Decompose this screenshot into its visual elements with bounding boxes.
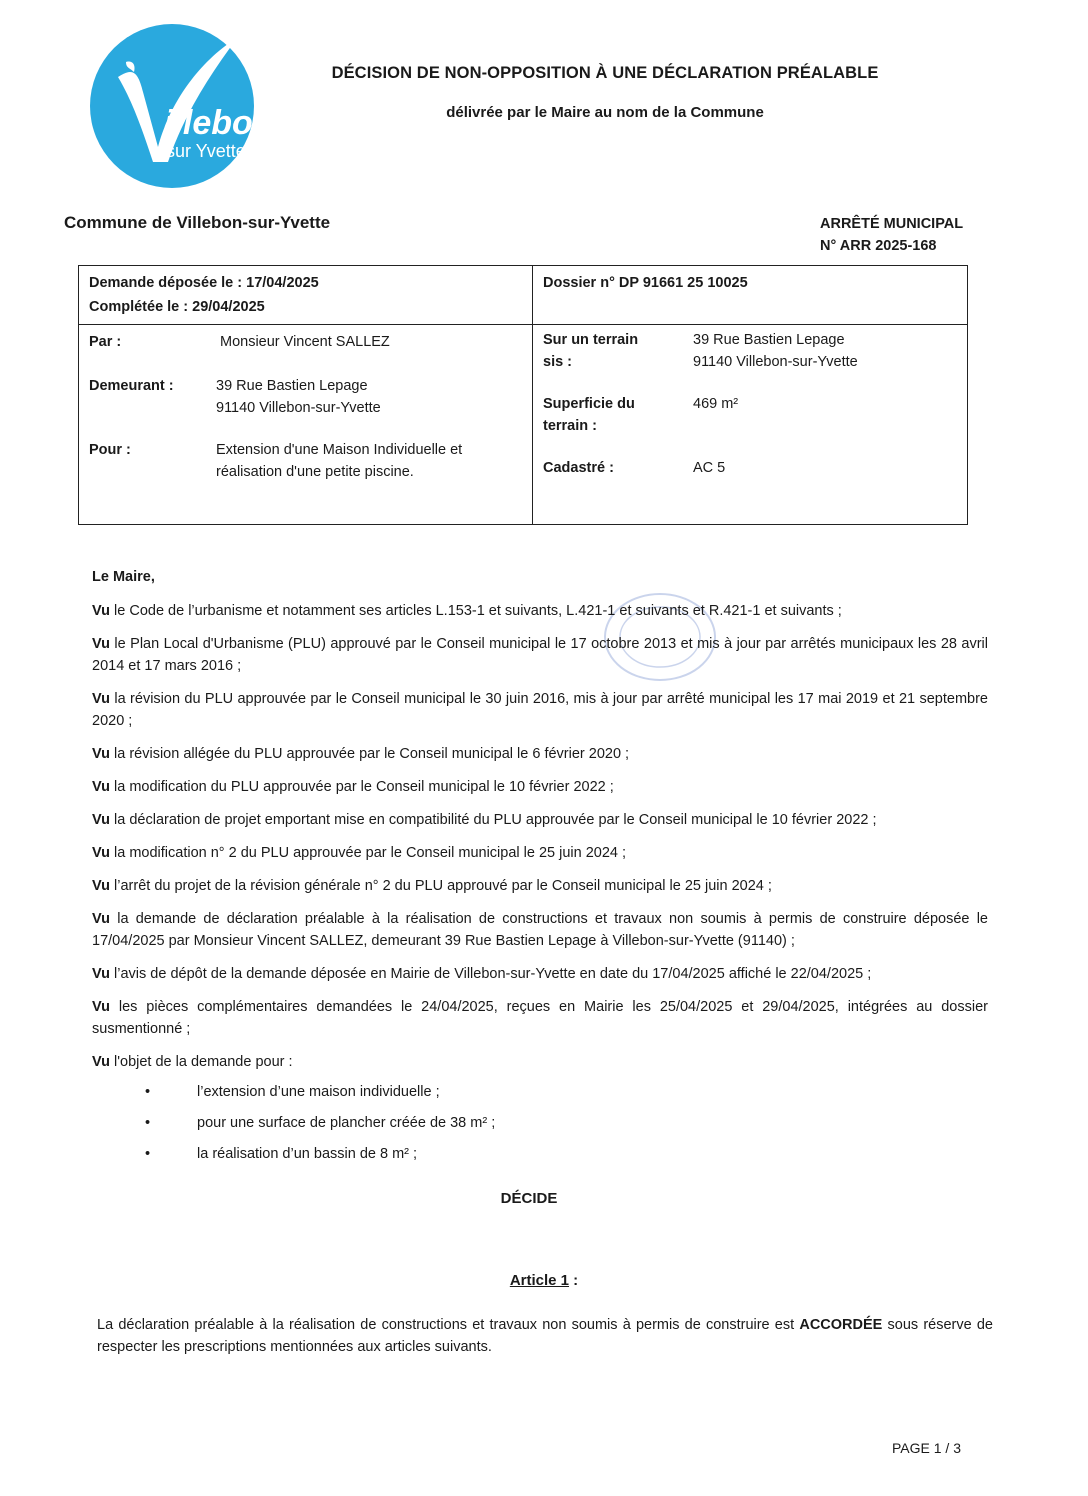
terrain-label-line1: Sur un terrain (543, 332, 639, 348)
vu-paragraph: Vu le Code de l’urbanisme et notamment ses articles L.153-1 et suivants, L.421-1 et suivants et R.421-1 et suivants ; (92, 603, 842, 619)
dossier-cell (533, 266, 968, 325)
vu-paragraph: Vu la modification du PLU approuvée par le Conseil municipal le 10 février 2022 ; (92, 779, 614, 795)
superficie-value: 469 m² (693, 396, 739, 412)
list-item: • l’extension d’une maison individuelle ; (92, 1081, 988, 1103)
logo-text-line1: illebon (164, 104, 274, 142)
demeurant-address-line1: 39 Rue Bastien Lepage (216, 378, 368, 394)
article-1-heading: Article 1 : (509, 1272, 579, 1289)
terrain-address-line2: 91140 Villebon-sur-Yvette (693, 354, 858, 370)
decide-heading: DÉCIDE (500, 1190, 558, 1207)
logo-text-line2: sur Yvette (166, 141, 246, 161)
demande-date: Demande déposée le : 17/04/2025 (89, 275, 319, 291)
project-line1: Extension d'une Maison Individuelle et (216, 442, 463, 458)
arrete-reference (820, 213, 963, 257)
terrain-label-line2: sis : (543, 354, 573, 370)
vu-paragraph: Vu l’arrêt du projet de la révision générale n° 2 du PLU approuvé par le Conseil municipal le 25 juin 2024 ; (92, 878, 772, 894)
vu-paragraph: Vu la demande de déclaration préalable à la réalisation de constructions et travaux non soumis à permis de construire déposée le 17/04/2025 par Monsieur Vincent SALLEZ, demeurant 39 Rue Bastien Lepage à Villebon-sur-Yvette (91140) ; (92, 911, 988, 949)
dates-cell (79, 266, 533, 325)
arrete-number: N° ARR 2025-168 (820, 238, 937, 254)
vu-paragraph: Vu la révision du PLU approuvée par le Conseil municipal le 30 juin 2016, mis à jour par arrêté municipal les 17 mai 2019 et 21 septembre 2020 ; (92, 691, 988, 729)
arrete-label: ARRÊTÉ MUNICIPAL (820, 216, 964, 232)
terrain-cell (533, 325, 968, 525)
pour-label: Pour : (89, 442, 131, 458)
vu-paragraph: Vu la modification n° 2 du PLU approuvée par le Conseil municipal le 25 juin 2024 ; (92, 845, 627, 861)
vu-paragraph: Vu le Plan Local d'Urbanisme (PLU) approuvé par le Conseil municipal le 17 octobre 2013 et mis à jour par arrêtés municipaux les 28 avril 2014 et 17 mars 2016 ; (92, 636, 988, 674)
commune-name: Commune de Villebon-sur-Yvette (64, 213, 331, 232)
vu-paragraph: Vu la déclaration de projet emportant mise en compatibilité du PLU approuvée par le Conseil municipal le 10 février 2022 ; (92, 812, 877, 828)
applicant-cell (79, 325, 533, 525)
demeurant-label: Demeurant : (89, 378, 174, 394)
par-label: Par : (89, 334, 122, 350)
terrain-address-line1: 39 Rue Bastien Lepage (693, 332, 845, 348)
cadastre-label: Cadastré : (543, 460, 614, 476)
vu-paragraph: Vu la révision allégée du PLU approuvée par le Conseil municipal le 6 février 2020 ; (92, 746, 630, 762)
completee-date: Complétée le : 29/04/2025 (89, 299, 265, 315)
document-subtitle: délivrée par le Maire au nom de la Commune (446, 104, 764, 121)
vu-paragraph: Vu l’avis de dépôt de la demande déposée en Mairie de Villebon-sur-Yvette en date du 17/04/2025 affiché le 22/04/2025 ; (92, 966, 872, 982)
superficie-label-line1: Superficie du (543, 396, 635, 412)
document-title: DÉCISION DE NON-OPPOSITION À UNE DÉCLARATION PRÉALABLE (331, 64, 879, 82)
demeurant-address-line2: 91140 Villebon-sur-Yvette (216, 400, 381, 416)
superficie-label-line2: terrain : (543, 418, 597, 434)
vu-paragraph: Vu les pièces complémentaires demandées le 24/04/2025, reçues en Mairie les 25/04/2025 et 29/04/2025, intégrées au dossier susmentionné ; (92, 999, 988, 1037)
article-1-text: La déclaration préalable à la réalisation de constructions et travaux non soumis à permis de construire est ACCORDÉE sous réserve de respecter les prescriptions mentionnées aux articles suivants. (97, 1317, 993, 1355)
vu-paragraph: Vu l'objet de la demande pour : (92, 1054, 293, 1070)
page-number: PAGE 1 / 3 (892, 1440, 961, 1456)
project-line2: réalisation d'une petite piscine. (216, 464, 414, 480)
demand-items-list (92, 1081, 988, 1165)
list-item: • la réalisation d’un bassin de 8 m² ; (92, 1143, 988, 1165)
applicant-name: Monsieur Vincent SALLEZ (220, 334, 390, 350)
accordee-emphasis: ACCORDÉE (799, 1317, 883, 1333)
list-item: • pour une surface de plancher créée de 38 m² ; (92, 1112, 988, 1134)
cadastre-value: AC 5 (693, 460, 726, 476)
decision-body (92, 566, 988, 1174)
intro-line: Le Maire, (92, 569, 155, 585)
dossier-info-table (78, 265, 968, 525)
villebon-logo (88, 22, 274, 190)
dossier-number: Dossier n° DP 91661 25 10025 (543, 275, 748, 291)
